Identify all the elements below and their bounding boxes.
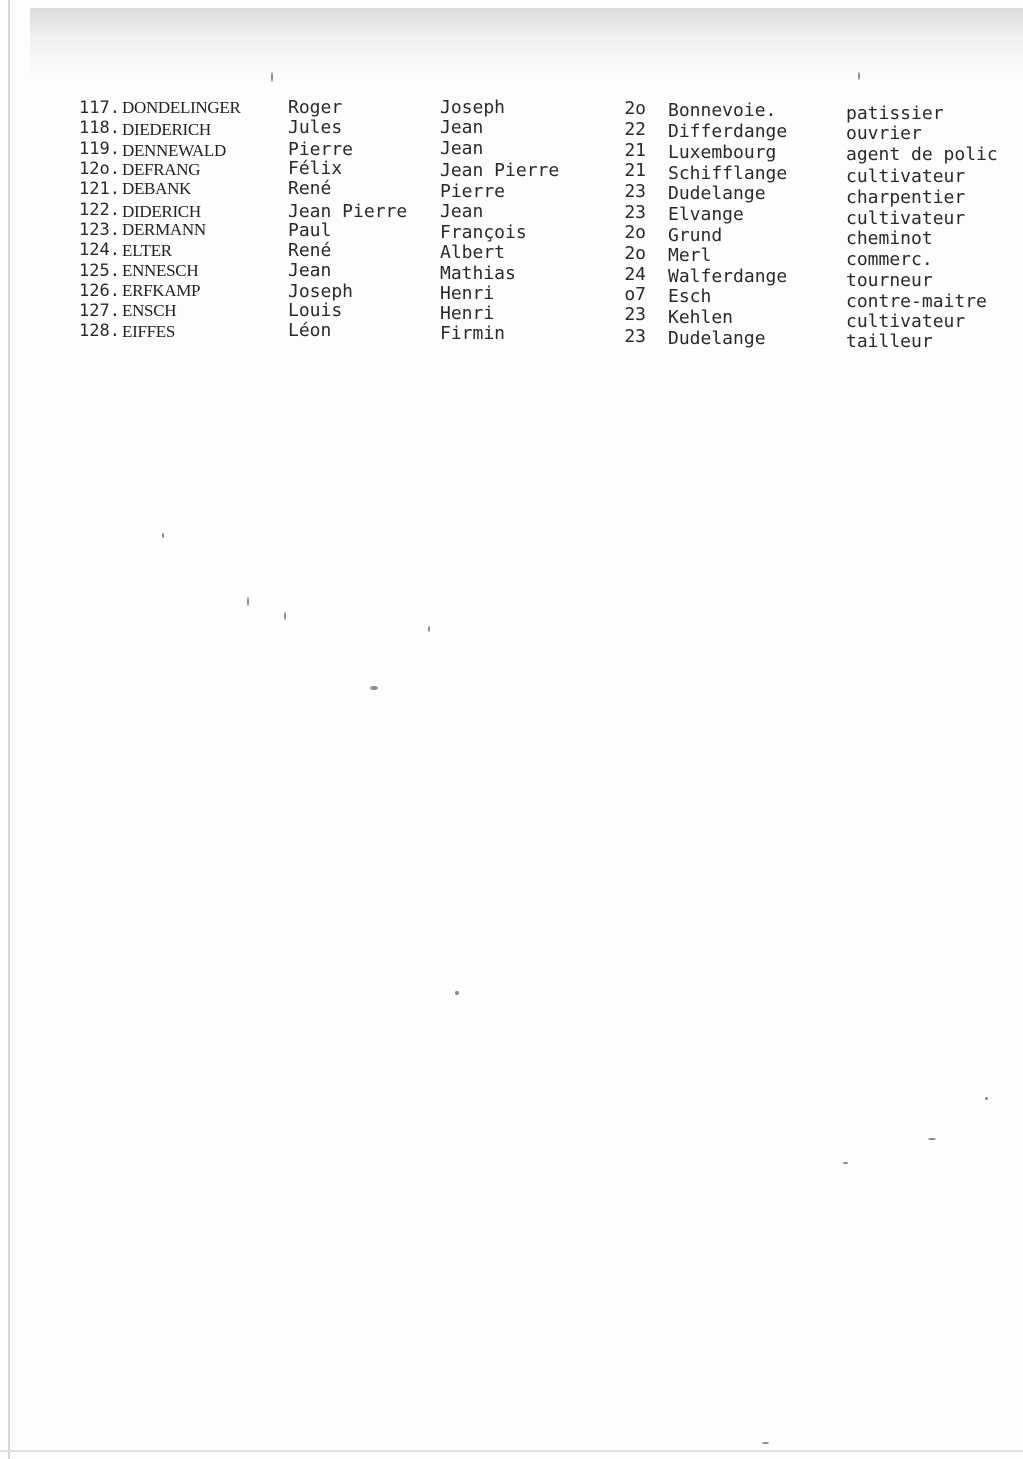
record-age: 23 [624, 202, 646, 223]
record-first-name: René [288, 178, 332, 199]
record-age: 21 [624, 140, 646, 161]
record-first-name: Joseph [288, 281, 354, 302]
record-number: 126. [79, 281, 120, 301]
record-first-name: Pierre [288, 139, 354, 160]
record-number: 128. [79, 321, 120, 341]
record-surname: ERFKAMP [122, 281, 201, 300]
record-surname: DEFRANG [122, 160, 201, 179]
record-place: Dudelange [668, 328, 766, 349]
record-first-name: Léon [288, 320, 332, 341]
record-father: Jean Pierre [440, 160, 560, 181]
record-occupation: cultivateur [846, 311, 966, 332]
record-surname: EIFFES [122, 322, 175, 341]
record-occupation: tailleur [846, 331, 933, 352]
scan-speck [370, 686, 378, 690]
record-row [0, 138, 1023, 165]
scan-edge-bottom [0, 1450, 1023, 1452]
record-age: 2o [624, 222, 646, 243]
record-surname: ENSCH [122, 301, 177, 320]
scan-speck [858, 72, 860, 80]
record-age: 23 [624, 181, 646, 202]
scan-speck [271, 72, 273, 82]
record-row [0, 239, 1023, 270]
record-first-name: Roger [288, 97, 343, 118]
record-number: 127. [79, 301, 120, 321]
record-father: Jean [440, 138, 484, 159]
record-place: Grund [668, 225, 723, 246]
scan-speck [247, 597, 249, 606]
record-row [0, 117, 1023, 144]
record-father: Henri [440, 303, 495, 324]
record-occupation: agent de polic [846, 144, 998, 165]
record-age: 21 [624, 160, 646, 181]
record-first-name: Louis [288, 300, 343, 321]
record-place: Differdange [668, 121, 788, 142]
scan-speck [162, 533, 164, 538]
record-first-name: Jean [288, 260, 332, 281]
record-occupation: cheminot [846, 228, 933, 249]
record-place: Schifflange [668, 163, 788, 184]
record-father: Mathias [440, 263, 516, 284]
record-number: 117. [79, 98, 120, 118]
record-occupation: patissier [846, 103, 944, 124]
record-row [0, 97, 1023, 124]
record-number: 121. [79, 179, 120, 199]
record-age: o7 [624, 284, 646, 305]
record-occupation: cultivateur [846, 166, 966, 187]
record-surname: DIDERICH [122, 202, 201, 221]
record-row [0, 158, 1023, 187]
record-occupation: charpentier [846, 187, 966, 208]
record-father: Joseph [440, 97, 506, 118]
record-surname: DEBANK [122, 179, 192, 198]
record-father: Pierre [440, 181, 506, 202]
scan-speck [428, 626, 430, 632]
record-age: 2o [624, 243, 646, 264]
record-surname: DERMANN [122, 220, 206, 239]
record-first-name: Félix [288, 158, 343, 179]
record-place: Kehlen [668, 307, 734, 328]
record-father: Firmin [440, 323, 506, 344]
record-father: Jean [440, 117, 484, 138]
record-occupation: commerc. [846, 249, 933, 270]
record-number: 124. [79, 240, 120, 260]
record-occupation: cultivateur [846, 208, 966, 229]
record-place: Luxembourg [668, 142, 777, 163]
record-age: 24 [624, 264, 646, 285]
record-father: Henri [440, 283, 495, 304]
scan-speck [985, 1097, 988, 1100]
record-first-name: Jules [288, 117, 343, 138]
record-father: François [440, 222, 527, 243]
scan-speck [928, 1138, 936, 1140]
scan-speck [762, 1442, 769, 1444]
record-first-name: Jean Pierre [288, 201, 408, 222]
record-row [0, 219, 1023, 249]
scan-speck [284, 612, 286, 620]
record-surname: DENNEWALD [122, 141, 226, 160]
record-father: Albert [440, 242, 506, 263]
record-age: 22 [624, 119, 646, 140]
record-row [0, 199, 1023, 229]
record-occupation: contre-maitre [846, 291, 987, 312]
record-row [0, 320, 1023, 352]
record-occupation: ouvrier [846, 123, 922, 144]
record-place: Elvange [668, 204, 744, 225]
record-number: 123. [79, 220, 120, 240]
record-row [0, 178, 1023, 208]
scan-speck [843, 1162, 848, 1164]
scan-smudge [30, 8, 1023, 78]
record-age: 2o [624, 98, 646, 119]
record-first-name: René [288, 240, 332, 261]
record-father: Jean [440, 201, 484, 222]
record-place: Esch [668, 286, 712, 307]
record-place: Bonnevoie. [668, 100, 777, 121]
record-first-name: Paul [288, 220, 332, 241]
record-surname: ELTER [122, 241, 172, 260]
record-place: Walferdange [668, 266, 788, 287]
record-number: 12o. [79, 159, 120, 179]
record-surname: DIEDERICH [122, 120, 211, 139]
record-age: 23 [624, 304, 646, 325]
record-surname: ENNESCH [122, 261, 199, 280]
record-place: Dudelange [668, 183, 766, 204]
scan-speck [455, 991, 459, 995]
record-number: 118. [79, 118, 120, 138]
record-number: 122. [79, 200, 120, 220]
record-surname: DONDELINGER [122, 98, 241, 117]
record-place: Merl [668, 245, 712, 266]
record-age: 23 [624, 326, 646, 347]
record-number: 119. [79, 139, 120, 159]
record-number: 125. [79, 261, 120, 281]
record-occupation: tourneur [846, 270, 933, 291]
